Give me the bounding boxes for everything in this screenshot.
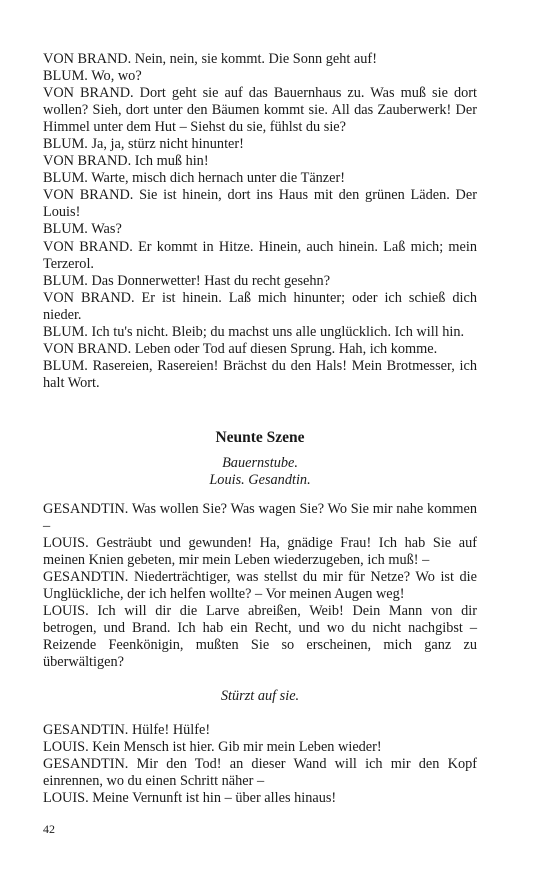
dialogue-line: VON BRAND. Er kommt in Hitze. Hinein, auch hinein. Laß mich; mein Terzerol. <box>43 238 477 272</box>
dialogue-line: BLUM. Ich tu's nicht. Bleib; du machst uns alle unglücklich. Ich will hin. <box>43 323 465 340</box>
scene-stage-direction <box>43 455 477 489</box>
dialogue-line: VON BRAND. Dort geht sie auf das Bauernhaus zu. Was muß sie dort wollen? Sieh, dort unter den Bäumen kommt sie. All das Zauberwerk! Der Himmel unter dem Hut – Siehst du sie, fühlst du sie? <box>43 85 477 136</box>
dialogue-line: BLUM. Rasereien, Rasereien! Brächst du den Hals! Mein Brotmesser, ich halt Wort. <box>43 357 477 391</box>
scene-characters: Louis. Gesandtin. <box>209 472 311 489</box>
dialogue-line: GESANDTIN. Was wollen Sie? Was wagen Sie? Wo Sie mir nahe kommen – <box>43 501 477 535</box>
dialogue-block-2 <box>43 501 477 671</box>
stage-direction: Stürzt auf sie. <box>220 688 300 704</box>
dialogue-line: BLUM. Wo, wo? <box>43 68 142 85</box>
page-number: 42 <box>43 822 55 836</box>
dialogue-line: BLUM. Ja, ja, stürz nicht hinunter! <box>43 136 244 153</box>
dialogue-block-3 <box>43 722 477 807</box>
dialogue-line: VON BRAND. Nein, nein, sie kommt. Die Sonn geht auf! <box>43 51 377 67</box>
dialogue-line: LOUIS. Ich will dir die Larve abreißen, Weib! Dein Mann von dir betrogen, und Brand. Ich hab ein Recht, und wo du nicht nachgibst – Reizende Feenkönigin, mußten Sie so erscheinen, mich ganz zu überwältigen? <box>43 603 477 671</box>
dialogue-line: LOUIS. Gesträubt und gewunden! Ha, gnädige Frau! Ich hab Sie auf meinen Knien gebeten, mir mein Leben wiederzugeben, ich muß! – <box>43 535 477 569</box>
dialogue-line: LOUIS. Meine Vernunft ist hin – über alles hinaus! <box>43 790 337 807</box>
dialogue-line: BLUM. Warte, misch dich hernach unter die Tänzer! <box>43 170 346 187</box>
scene-setting: Bauernstube. <box>222 455 298 471</box>
dialogue-line: BLUM. Was? <box>43 221 122 238</box>
dialogue-line: LOUIS. Kein Mensch ist hier. Gib mir mein Leben wieder! <box>43 739 382 756</box>
dialogue-line: VON BRAND. Er ist hinein. Laß mich hinunter; oder ich schieß dich nieder. <box>43 289 477 323</box>
dialogue-line: VON BRAND. Sie ist hinein, dort ins Haus mit den grünen Läden. Der Louis! <box>43 187 477 221</box>
dialogue-line: VON BRAND. Ich muß hin! <box>43 153 209 170</box>
dialogue-line: GESANDTIN. Mir den Tod! an dieser Wand will ich mir den Kopf einrennen, wo du einen Schritt näher – <box>43 756 477 790</box>
dialogue-line: GESANDTIN. Hülfe! Hülfe! <box>43 722 211 738</box>
dialogue-line: VON BRAND. Leben oder Tod auf diesen Sprung. Hah, ich komme. <box>43 340 438 357</box>
dialogue-line: GESANDTIN. Niederträchtiger, was stellst du mir für Netze? Wo ist die Unglückliche, der ich helfen wollte? – Vor meinen Augen weg! <box>43 569 477 603</box>
dialogue-line: BLUM. Das Donnerwetter! Hast du recht gesehn? <box>43 272 331 289</box>
scene-heading: Neunte Szene <box>215 429 305 446</box>
dialogue-block-1 <box>43 51 477 392</box>
